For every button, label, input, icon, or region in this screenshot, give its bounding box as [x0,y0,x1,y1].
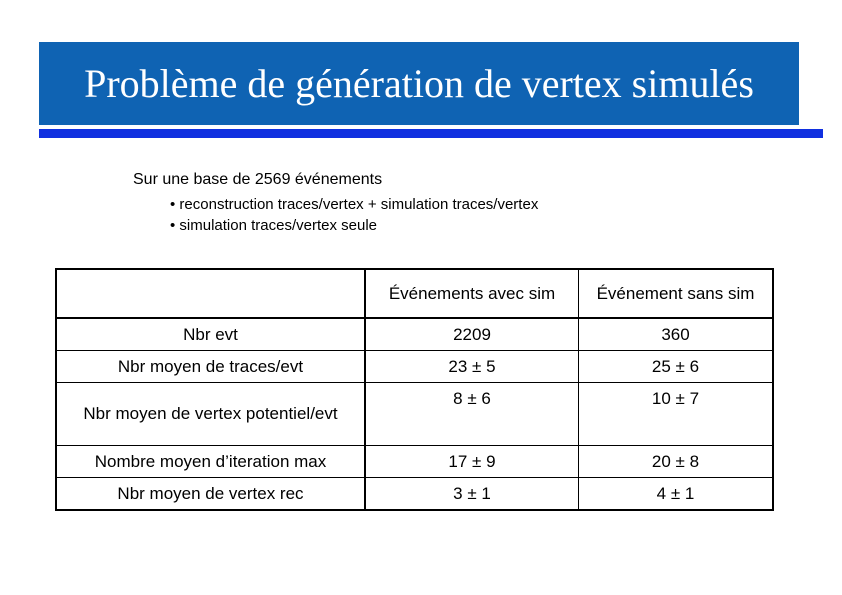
cell-with-sim: 2209 [365,318,579,351]
cell-with-sim: 17 ± 9 [365,446,579,478]
table-row [56,383,773,446]
page-title: Problème de génération de vertex simulés [84,61,754,106]
table-row [56,478,773,511]
row-label: Nbr moyen de vertex rec [56,478,365,511]
row-label: Nombre moyen d’iteration max [56,446,365,478]
cell-with-sim: 23 ± 5 [365,351,579,383]
table-header-row [56,269,773,318]
bullet-item: • reconstruction traces/vertex + simulation traces/vertex [170,194,538,215]
table-row [56,318,773,351]
title-banner [39,42,799,125]
stats-table [55,268,774,511]
cell-without-sim: 25 ± 6 [579,351,774,383]
table-row [56,351,773,383]
row-label: Nbr evt [56,318,365,351]
header-with-sim: Événements avec sim [365,269,579,318]
cell-with-sim: 3 ± 1 [365,478,579,511]
row-label: Nbr moyen de traces/evt [56,351,365,383]
bullet-list [170,194,538,236]
cell-without-sim: 360 [579,318,774,351]
cell-without-sim: 10 ± 7 [579,383,774,446]
table-row [56,446,773,478]
header-corner [56,269,365,318]
intro-text: Sur une base de 2569 événements [133,171,383,188]
cell-with-sim: 8 ± 6 [365,383,579,446]
row-label: Nbr moyen de vertex potentiel/evt [56,383,365,446]
bullet-item: • simulation traces/vertex seule [170,215,538,236]
cell-without-sim: 20 ± 8 [579,446,774,478]
header-without-sim: Événement sans sim [579,269,774,318]
cell-without-sim: 4 ± 1 [579,478,774,511]
title-underline [39,129,823,138]
